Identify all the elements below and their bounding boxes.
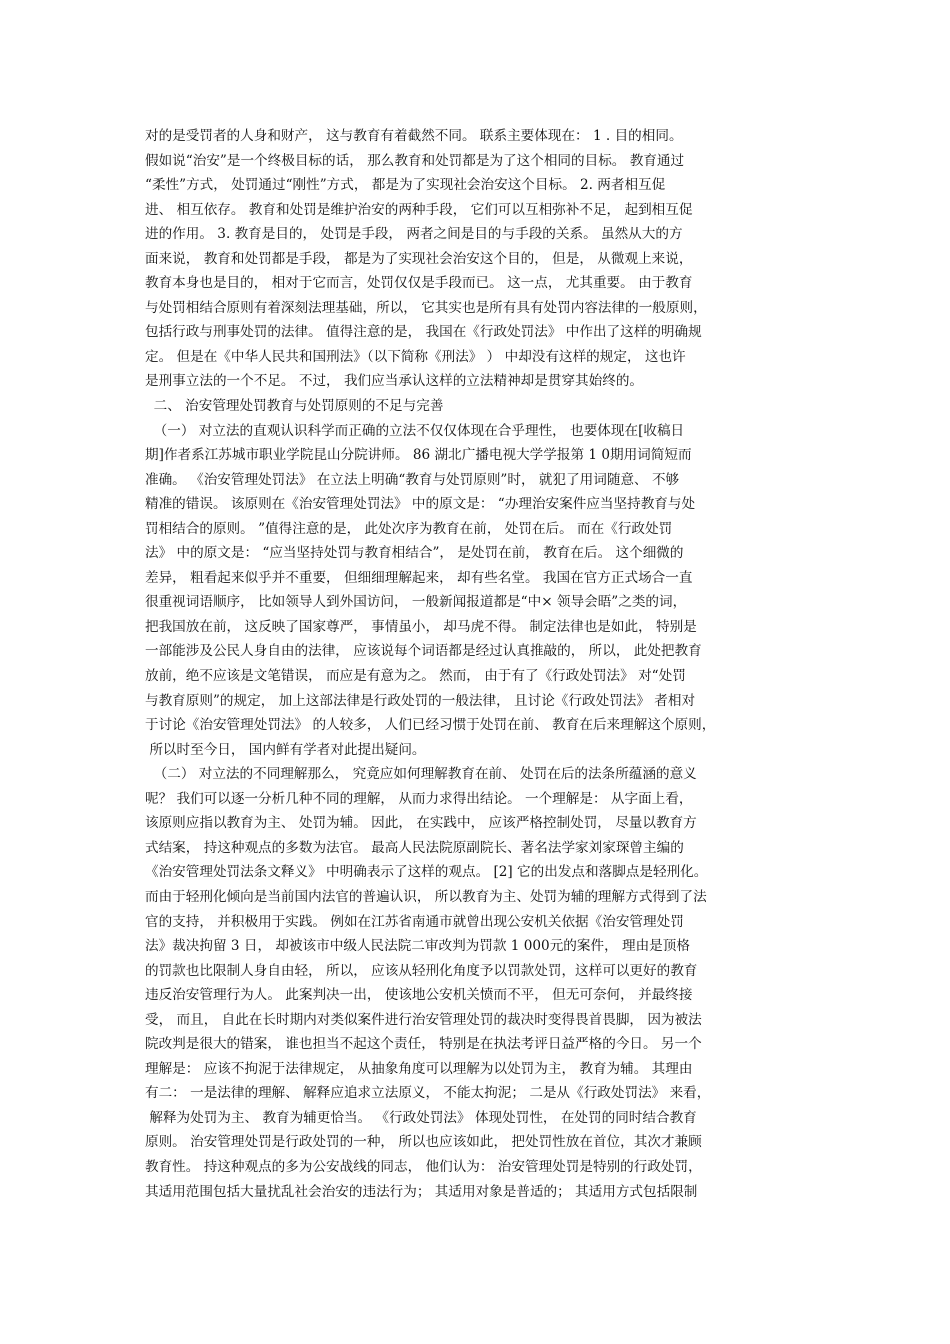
text-line: 精准的错误。 该原则在《治安管理处罚法》 中的原文是： “办理治安案件应当坚持教育与处 xyxy=(145,496,696,513)
text-line: 的罚款也比限制人身自由轻， 所以， 应该从轻刑化角度予以罚款处罚，这样可以更好的教育 xyxy=(145,962,698,979)
text-line: 与处罚相结合原则有着深刻法理基础，所以， 它其实也是所有具有处罚内容法律的一般原则， xyxy=(145,299,707,316)
text-line: 其适用范围包括大量扰乱社会治安的违法行为； 其适用对象是普适的； 其适用方式包括限制 xyxy=(145,1183,698,1200)
text-line: 法》裁决拘留 3 日， 却被该市中级人民法院二审改判为罚款 1 000元的案件， 理由是顶格 xyxy=(145,938,690,955)
text-line: 《治安管理处罚法条文释义》 中明确表示了这样的观点。 [2] 它的出发点和落脚点是轻刑化。 xyxy=(145,864,708,881)
text-line: 面来说， 教育和处罚都是手段， 都是为了实现社会治安这个目的， 但是， 从微观上来说， xyxy=(145,250,693,267)
text-line: 院改判是很大的错案， 谁也担当不起这个责任， 特别是在执法考评日益严格的今日。 另一个 xyxy=(145,1036,702,1053)
text-line: 进的作用。 3. 教育是目的， 处罚是手段， 两者之间是目的与手段的关系。 虽然从大的方 xyxy=(145,226,683,243)
text-line: 罚相结合的原则。 ”值得注意的是， 此处次序为教育在前， 处罚在后。 而在《行政处罚 xyxy=(145,520,673,537)
text-line: 呢？ 我们可以逐一分析几种不同的理解， 从而力求得出结论。 一个理解是： 从字面上看， xyxy=(145,790,693,807)
text-line: 与教育原则”的规定， 加上这部法律是行政处罚的一般法律， 且讨论《行政处罚法》 者相对 xyxy=(145,692,696,709)
text-line: 假如说“治安”是一个终极目标的话， 那么教育和处罚都是为了这个相同的目标。 教育通过 xyxy=(145,152,685,169)
text-line: 把我国放在前， 这反映了国家尊严， 事情虽小， 却马虎不得。 制定法律也是如此， 特别是 xyxy=(145,618,697,635)
text-line: 理解是： 应该不拘泥于法律规定， 从抽象角度可以理解为以处罚为主， 教育为辅。 其理由 xyxy=(145,1060,693,1077)
text-line: 而由于轻刑化倾向是当前国内法官的普遍认识， 所以教育为主、处罚为辅的理解方式得到了法 xyxy=(145,888,707,905)
text-line: 违反治安管理行为人。 此案判决一出， 使该地公安机关愤而不平， 但无可奈何， 并最终接 xyxy=(145,987,693,1004)
text-line: 期]作者系江苏城市职业学院昆山分院讲师。 86 湖北广播电视大学学报第 1 0期用词简短而 xyxy=(145,447,692,464)
section-heading: 二、 治安管理处罚教育与处罚原则的不足与完善 xyxy=(145,398,444,415)
text-line: （一） 对立法的直观认识科学而正确的立法不仅仅体现在合乎理性， 也要体现在[收稿日 xyxy=(145,422,685,439)
text-line: 于讨论《治安管理处罚法》 的人较多， 人们已经习惯于处罚在前、 教育在后来理解这个原则， xyxy=(145,717,716,734)
text-line: 所以时至今日， 国内鲜有学者对此提出疑问。 xyxy=(145,741,426,758)
text-line: 教育本身也是目的， 相对于它而言，处罚仅仅是手段而已。 这一点， 尤其重要。 由于教育 xyxy=(145,275,693,292)
text-line: 包括行政与刑事处罚的法律。 值得注意的是， 我国在《行政处罚法》 中作出了这样的明确规 xyxy=(145,324,702,341)
text-line: 放前，绝不应该是文笔错误， 而应是有意为之。 然而， 由于有了《行政处罚法》 对“处罚 xyxy=(145,668,686,685)
text-line: 很重视词语顺序， 比如领导人到外国访问， 一般新闻报道都是“中× 领导会晤”之类的词， xyxy=(145,594,687,611)
text-line: 解释为处罚为主、 教育为辅更恰当。 《行政处罚法》 体现处罚性， 在处罚的同时结合教育 xyxy=(145,1109,697,1126)
text-line: 是刑事立法的一个不足。 不过， 我们应当承认这样的立法精神却是贯穿其始终的。 xyxy=(145,373,644,390)
text-line: 受， 而且， 自此在长时期内对类似案件进行治安管理处罚的裁决时变得畏首畏脚， 因为被法 xyxy=(145,1011,702,1028)
text-line: 定。 但是在《中华人民共和国刑法》（以下简称《刑法》 ） 中却没有这样的规定， 这也许 xyxy=(145,348,686,365)
text-line: 有二： 一是法律的理解、 解释应追求立法原义， 不能太拘泥； 二是从《行政处罚法》 来看， xyxy=(145,1085,711,1102)
text-line: 法》 中的原文是： “应当坚持处罚与教育相结合”， 是处罚在前， 教育在后。 这个细微的 xyxy=(145,545,684,562)
body-text xyxy=(145,124,810,1204)
text-line: （二） 对立法的不同理解那么， 究竟应如何理解教育在前、 处罚在后的法条所蕴涵的意义 xyxy=(145,766,697,783)
text-line: 官的支持， 并积极用于实践。 例如在江苏省南通市就曾出现公安机关依据《治安管理处罚 xyxy=(145,913,684,930)
text-line: “柔性”方式， 处罚通过“刚性”方式， 都是为了实现社会治安这个目标。 2. 两者相互促 xyxy=(145,177,666,194)
text-line: 一部能涉及公民人身自由的法律， 应该说每个词语都是经过认真推敲的， 所以， 此处把教育 xyxy=(145,643,702,660)
text-line: 对的是受罚者的人身和财产， 这与教育有着截然不同。 联系主要体现在： 1 . 目的相同。 xyxy=(145,128,683,144)
text-line: 式结案， 持这种观点的多数为法官。 最高人民法院原副院长、著名法学家刘家琛曾主编的 xyxy=(145,839,684,856)
text-line: 差异， 粗看起来似乎并不重要， 但细细理解起来， 却有些名堂。 我国在官方正式场合一直 xyxy=(145,569,693,586)
text-line: 该原则应指以教育为主、 处罚为辅。 因此， 在实践中， 应该严格控制处罚， 尽量以教育方 xyxy=(145,815,697,832)
text-line: 原则。 治安管理处罚是行政处罚的一种， 所以也应该如此， 把处罚性放在首位，其次才兼顾 xyxy=(145,1134,702,1151)
text-line: 准确。 《治安管理处罚法》 在立法上明确“教育与处罚原则”时， 就犯了用词随意、 不够 xyxy=(145,471,680,488)
text-line: 进、 相互依存。 教育和处罚是维护治安的两种手段， 它们可以互相弥补不足， 起到相互促 xyxy=(145,201,693,218)
text-line: 教育性。 持这种观点的多为公安战线的同志， 他们认为： 治安管理处罚是特别的行政处罚， xyxy=(145,1158,702,1175)
